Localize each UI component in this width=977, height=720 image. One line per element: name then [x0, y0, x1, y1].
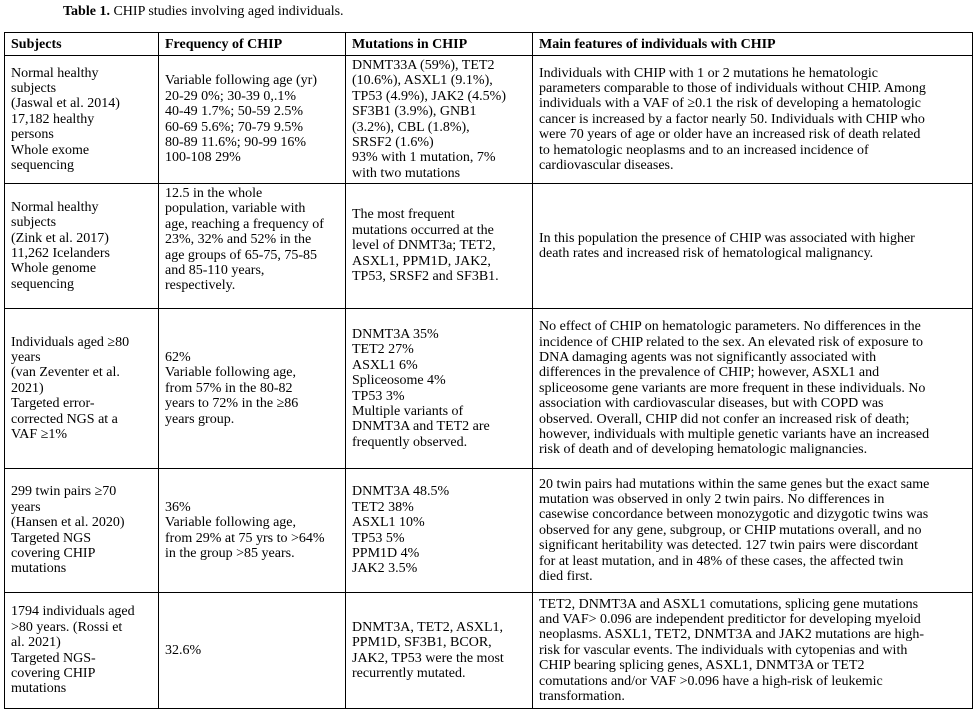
mutations-cell — [346, 56, 533, 184]
features-cell — [533, 469, 973, 593]
cell-text-line: significant heritability was detected. 127 twin pairs were discordant — [539, 538, 919, 554]
mutations-cell — [346, 184, 533, 309]
cell-text-line: (10.6%), ASXL1 (9.1%), — [352, 73, 493, 89]
header-mutations: Mutations in CHIP — [346, 33, 533, 56]
cell-text-line: Whole exome — [11, 142, 90, 158]
cell-text-line: from 57% in the 80-82 — [165, 380, 293, 396]
cell-text-line: DNMT33A (59%), TET2 — [352, 58, 495, 73]
cell-text-line: (Hansen et al. 2020) — [11, 515, 125, 531]
cell-text-line: 20 twin pairs had mutations within the same genes but the exact same — [539, 476, 930, 492]
cell-text-line: 299 twin pairs ≥70 — [11, 484, 117, 500]
cell-text-line: parameters comparable to those of individuals without CHIP. Among — [539, 80, 926, 96]
cell-text-line: years — [11, 349, 41, 365]
cell-text-line: In this population the presence of CHIP was associated with higher — [539, 230, 915, 246]
cell-text-line: mutations — [11, 681, 67, 697]
cell-text-line: CHIP bearing splicing genes, ASXL1, DNMT3A or TET2 — [539, 658, 865, 674]
cell-text-line: DNMT3A and TET2 are — [352, 419, 490, 435]
cell-text-line: Individuals with CHIP with 1 or 2 mutations he hematologic — [539, 65, 878, 81]
cell-text-line: mutations — [11, 561, 67, 577]
cell-text-line: subjects — [11, 80, 57, 96]
cell-text-line: casewise concordance between monozygotic and dizygotic twins was — [539, 507, 929, 523]
chip-studies-table — [4, 32, 973, 709]
cell-text-line: population, variable with — [165, 201, 306, 217]
cell-text-line: DNMT3A, TET2, ASXL1, — [352, 619, 504, 635]
header-subjects: Subjects — [5, 33, 159, 56]
caption-text: CHIP studies involving aged individuals. — [109, 4, 344, 19]
cell-text-line: were 70 years of age or older have an increased risk of death related — [539, 127, 921, 143]
cell-text-line: al. 2021) — [11, 635, 61, 651]
cell-text-line: Multiple variants of — [352, 403, 464, 419]
cell-text-line: TET2, DNMT3A and ASXL1 comutations, splicing gene mutations — [539, 596, 919, 612]
cell-text-line: DNMT3A 48.5% — [352, 484, 450, 500]
cell-text-line: ASXL1 6% — [352, 357, 418, 373]
cell-text-line: died first. — [539, 569, 593, 585]
table-caption — [63, 4, 344, 20]
header-frequency: Frequency of CHIP — [159, 33, 346, 56]
mutations-cell — [346, 469, 533, 593]
cell-text-line: cardiovascular diseases. — [539, 158, 674, 174]
cell-text-line: TP53 (4.9%), JAK2 (4.5%) — [352, 88, 506, 104]
table-row — [5, 309, 973, 469]
cell-text-line: death rates and increased risk of hematological malignancy. — [539, 246, 874, 261]
cell-text-line: comutations and/or VAF >0.096 have a high-risk of leukemic — [539, 673, 883, 689]
features-cell — [533, 309, 973, 469]
cell-text-line: Spliceosome 4% — [352, 373, 446, 389]
frequency-cell — [159, 593, 346, 709]
cell-text-line: ASXL1, PPM1D, JAK2, — [352, 253, 491, 269]
cell-text-line: (Jaswal et al. 2014) — [11, 96, 120, 112]
cell-text-line: (Zink et al. 2017) — [11, 230, 109, 246]
cell-text-line: to hematologic neoplasms and to an increased incidence of — [539, 142, 869, 158]
cell-text-line: VAF ≥1% — [11, 427, 68, 443]
cell-text-line: JAK2 3.5% — [352, 561, 418, 577]
cell-text-line: Variable following age (yr) — [165, 73, 317, 89]
cell-text-line: however, individuals with multiple genetic variants have an increased — [539, 427, 930, 443]
cell-text-line: association with cardiovascular diseases, but with COPD was — [539, 396, 884, 412]
cell-text-line: Targeted NGS- — [11, 650, 96, 666]
mutations-cell — [346, 593, 533, 709]
header-features: Main features of individuals with CHIP — [533, 33, 973, 56]
cell-text-line: covering CHIP — [11, 545, 96, 561]
cell-text-line: corrected NGS at a — [11, 411, 118, 427]
cell-text-line: in the group >85 years. — [165, 545, 295, 561]
frequency-cell — [159, 469, 346, 593]
cell-text-line: 11,262 Icelanders — [11, 246, 110, 261]
cell-text-line: differences in the prevalence of CHIP; however, ASXL1 and — [539, 365, 880, 381]
cell-text-line: 40-49 1.7%; 50-59 2.5% — [165, 104, 304, 120]
cell-text-line: observed for any gene, subgroup, or CHIP mutations overall, and no — [539, 522, 922, 538]
cell-text-line: TP53 5% — [352, 530, 405, 546]
cell-text-line: DNMT3A 35% — [352, 326, 439, 342]
cell-text-line: TP53, SRSF2 and SF3B1. — [352, 269, 499, 285]
cell-text-line: 62% — [165, 349, 191, 365]
cell-text-line: 60-69 5.6%; 70-79 9.5% — [165, 119, 304, 135]
frequency-cell — [159, 309, 346, 469]
cell-text-line: mutations occurred at the — [352, 222, 494, 238]
cell-text-line: sequencing — [11, 158, 74, 174]
cell-text-line: TET2 38% — [352, 499, 414, 515]
cell-text-line: 2021) — [11, 380, 44, 396]
subjects-cell — [5, 469, 159, 593]
cell-text-line: 1794 individuals aged — [11, 604, 135, 620]
cell-text-line: PPM1D 4% — [352, 545, 420, 561]
table-header-row — [5, 33, 973, 56]
features-cell — [533, 184, 973, 309]
cell-text-line: and 85-110 years, — [165, 263, 265, 279]
cell-text-line: years group. — [165, 411, 235, 427]
cell-text-line: No effect of CHIP on hematologic parameters. No differences in the — [539, 319, 921, 335]
cell-text-line: Variable following age, — [165, 365, 297, 381]
cell-text-line: covering CHIP — [11, 665, 96, 681]
cell-text-line: respectively. — [165, 278, 236, 294]
cell-text-line: The most frequent — [352, 207, 455, 223]
cell-text-line: risk for vascular events. The individuals with cytopenias and with — [539, 642, 908, 658]
cell-text-line: years to 72% in the ≥86 — [165, 396, 299, 412]
cell-text-line: individuals with a VAF of ≥0.1 the risk of developing a hematologic — [539, 96, 922, 112]
cell-text-line: 12.5 in the whole — [165, 186, 263, 201]
cell-text-line: ASXL1 10% — [352, 515, 425, 531]
subjects-cell — [5, 184, 159, 309]
cell-text-line: >80 years. (Rossi et — [11, 619, 123, 635]
cell-text-line: observed. Overall, CHIP did not confer an increased risk of death; — [539, 411, 910, 427]
cell-text-line: and VAF> 0.096 are independent preditictor for developing myeloid — [539, 611, 921, 627]
subjects-cell — [5, 56, 159, 184]
cell-text-line: 17,182 healthy — [11, 111, 95, 127]
cell-text-line: 23%, 32% and 52% in the — [165, 232, 312, 248]
table-row — [5, 593, 973, 709]
cell-text-line: age, reaching a frequency of — [165, 216, 324, 232]
cell-text-line: age groups of 65-75, 75-85 — [165, 247, 318, 263]
cell-text-line: 80-89 11.6%; 90-99 16% — [165, 134, 307, 150]
subjects-cell — [5, 593, 159, 709]
cell-text-line: incidence of CHIP related to the sex. An elevated risk of exposure to — [539, 334, 923, 350]
cell-text-line: 36% — [165, 499, 191, 515]
cell-text-line: neoplasms. ASXL1, TET2, DNMT3A and JAK2 mutations are high- — [539, 627, 925, 643]
cell-text-line: 32.6% — [165, 642, 202, 658]
cell-text-line: DNA damaging agents was not significantly associated with — [539, 349, 877, 365]
frequency-cell — [159, 56, 346, 184]
cell-text-line: JAK2, TP53 were the most — [352, 650, 504, 666]
cell-text-line: Individuals aged ≥80 — [11, 334, 130, 350]
mutations-cell — [346, 309, 533, 469]
cell-text-line: (van Zeventer et al. — [11, 365, 120, 381]
caption-label: Table 1. — [63, 4, 110, 19]
table-row — [5, 56, 973, 184]
cell-text-line: recurrently mutated. — [352, 665, 466, 681]
features-cell — [533, 56, 973, 184]
cell-text-line: Whole genome — [11, 261, 97, 277]
cell-text-line: frequently observed. — [352, 434, 468, 450]
cell-text-line: 20-29 0%; 30-39 0,.1% — [165, 88, 297, 104]
cell-text-line: Targeted NGS — [11, 530, 92, 546]
cell-text-line: PPM1D, SF3B1, BCOR, — [352, 635, 492, 651]
cell-text-line: Targeted error- — [11, 396, 95, 412]
cell-text-line: SRSF2 (1.6%) — [352, 135, 434, 151]
cell-text-line: sequencing — [11, 276, 74, 292]
cell-text-line: TP53 3% — [352, 388, 405, 404]
cell-text-line: from 29% at 75 yrs to >64% — [165, 530, 325, 546]
table-row — [5, 469, 973, 593]
cell-text-line: (3.2%), CBL (1.8%), — [352, 119, 470, 135]
cell-text-line: Normal healthy — [11, 199, 99, 215]
cell-text-line: level of DNMT3a; TET2, — [352, 238, 496, 254]
subjects-cell — [5, 309, 159, 469]
cell-text-line: transformation. — [539, 689, 625, 705]
cell-text-line: years — [11, 499, 41, 515]
cell-text-line: 93% with 1 mutation, 7% — [352, 150, 496, 166]
features-cell — [533, 593, 973, 709]
cell-text-line: Variable following age, — [165, 515, 297, 531]
cell-text-line: mutation was observed in only 2 twin pairs. No differences in — [539, 491, 885, 507]
cell-text-line: Normal healthy — [11, 65, 99, 81]
cell-text-line: TET2 27% — [352, 342, 414, 358]
cell-text-line: 100-108 29% — [165, 150, 241, 166]
cell-text-line: for at least mutation, and in 48% of these cases, the affected twin — [539, 553, 904, 569]
cell-text-line: SF3B1 (3.9%), GNB1 — [352, 104, 477, 120]
cell-text-line: persons — [11, 127, 54, 143]
table-row — [5, 184, 973, 309]
cell-text-line: risk of death and of developing hematologic malignancies. — [539, 442, 868, 458]
cell-text-line: spliceosome gene variants are more frequent in these individuals. No — [539, 380, 926, 396]
frequency-cell — [159, 184, 346, 309]
cell-text-line: subjects — [11, 215, 57, 231]
cell-text-line: with two mutations — [352, 165, 461, 181]
cell-text-line: cancer is increased by a factor nearly 50. Individuals with CHIP who — [539, 111, 925, 127]
